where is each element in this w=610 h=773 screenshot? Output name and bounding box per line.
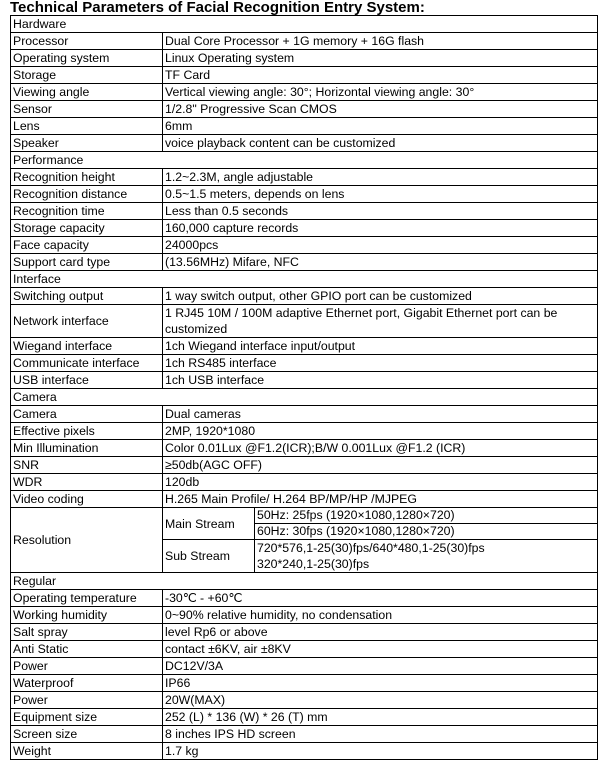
param-label: Power — [11, 692, 163, 709]
section-interface: Interface — [11, 271, 598, 288]
section-camera: Camera — [11, 389, 598, 406]
param-value: H.265 Main Profile/ H.264 BP/MP/HP /MJPEG — [163, 491, 598, 508]
table-row — [11, 709, 598, 726]
main-stream-values — [255, 508, 598, 540]
main-stream-line1: 50Hz: 25fps (1920×1080,1280×720) — [255, 508, 597, 524]
table-row — [11, 118, 598, 135]
param-label: Wiegand interface — [11, 338, 163, 355]
table-row — [11, 84, 598, 101]
table-row — [11, 457, 598, 474]
table-row — [11, 305, 598, 338]
table-row — [11, 491, 598, 508]
param-value: 1ch USB interface — [163, 372, 598, 389]
param-value: Linux Operating system — [163, 50, 598, 67]
table-row — [11, 338, 598, 355]
resolution-label: Resolution — [11, 508, 163, 573]
param-label: Network interface — [11, 305, 163, 338]
section-hardware: Hardware — [11, 16, 598, 33]
table-row — [11, 372, 598, 389]
param-label: Equipment size — [11, 709, 163, 726]
param-label: Sensor — [11, 101, 163, 118]
table-row — [11, 203, 598, 220]
param-value: 1ch RS485 interface — [163, 355, 598, 372]
table-row — [11, 220, 598, 237]
param-label: Salt spray — [11, 624, 163, 641]
param-label: Speaker — [11, 135, 163, 152]
param-label: Operating temperature — [11, 590, 163, 607]
param-value: Dual Core Processor + 1G memory + 16G flash — [163, 33, 598, 50]
table-row — [11, 288, 598, 305]
table-row — [11, 590, 598, 607]
param-label: Switching output — [11, 288, 163, 305]
param-label: Video coding — [11, 491, 163, 508]
param-label: Storage capacity — [11, 220, 163, 237]
table-row — [11, 726, 598, 743]
table-row — [11, 254, 598, 271]
param-value: 2MP, 1920*1080 — [163, 423, 598, 440]
param-label: Weight — [11, 743, 163, 760]
param-value: (13.56MHz) Mifare, NFC — [163, 254, 598, 271]
param-value: TF Card — [163, 67, 598, 84]
param-label: Face capacity — [11, 237, 163, 254]
table-row — [11, 641, 598, 658]
param-label: Lens — [11, 118, 163, 135]
param-label: Viewing angle — [11, 84, 163, 101]
param-value: 6mm — [163, 118, 598, 135]
param-value: 1 RJ45 10M / 100M adaptive Ethernet port, Gigabit Ethernet port can be customized — [163, 305, 598, 338]
param-value: 1.2~2.3M, angle adjustable — [163, 169, 598, 186]
table-row — [11, 692, 598, 709]
table-row — [11, 423, 598, 440]
param-value: DC12V/3A — [163, 658, 598, 675]
param-value: 1/2.8" Progressive Scan CMOS — [163, 101, 598, 118]
param-value: 1.7 kg — [163, 743, 598, 760]
param-label: Support card type — [11, 254, 163, 271]
table-row — [11, 50, 598, 67]
table-row — [11, 67, 598, 84]
table-row — [11, 237, 598, 254]
table-row — [11, 624, 598, 641]
param-label: WDR — [11, 474, 163, 491]
param-label: USB interface — [11, 372, 163, 389]
param-label: Power — [11, 658, 163, 675]
param-label: Waterproof — [11, 675, 163, 692]
resolution-row — [11, 508, 598, 540]
param-label: Camera — [11, 406, 163, 423]
param-value: 0~90% relative humidity, no condensation — [163, 607, 598, 624]
param-label: Processor — [11, 33, 163, 50]
param-label: Working humidity — [11, 607, 163, 624]
table-row — [11, 355, 598, 372]
param-label: SNR — [11, 457, 163, 474]
param-value: 1 way switch output, other GPIO port can be customized — [163, 288, 598, 305]
param-label: Recognition height — [11, 169, 163, 186]
table-row — [11, 743, 598, 760]
table-row — [11, 675, 598, 692]
sub-stream-line2: 320*240,1-25(30)fps — [257, 557, 370, 571]
param-label: Screen size — [11, 726, 163, 743]
param-label: Anti Static — [11, 641, 163, 658]
param-value: contact ±6KV, air ±8KV — [163, 641, 598, 658]
param-value: Vertical viewing angle: 30°; Horizontal viewing angle: 30° — [163, 84, 598, 101]
param-value: IP66 — [163, 675, 598, 692]
table-row — [11, 406, 598, 423]
param-value: 20W(MAX) — [163, 692, 598, 709]
param-label: Recognition distance — [11, 186, 163, 203]
section-performance: Performance — [11, 152, 598, 169]
table-row — [11, 658, 598, 675]
param-label: Storage — [11, 67, 163, 84]
sub-stream-line1: 720*576,1-25(30)fps/640*480,1-25(30)fps — [257, 541, 485, 555]
section-regular: Regular — [11, 573, 598, 590]
table-row — [11, 440, 598, 457]
param-label: Communicate interface — [11, 355, 163, 372]
param-value: 160,000 capture records — [163, 220, 598, 237]
param-label: Recognition time — [11, 203, 163, 220]
param-label: Operating system — [11, 50, 163, 67]
table-row — [11, 186, 598, 203]
param-value: Less than 0.5 seconds — [163, 203, 598, 220]
param-value: 252 (L) * 136 (W) * 26 (T) mm — [163, 709, 598, 726]
param-value: -30℃ - +60℃ — [163, 590, 598, 607]
table-row — [11, 101, 598, 118]
param-value: 8 inches IPS HD screen — [163, 726, 598, 743]
table-row — [11, 474, 598, 491]
sub-stream-values — [255, 540, 598, 573]
param-value: 24000pcs — [163, 237, 598, 254]
param-value: 1ch Wiegand interface input/output — [163, 338, 598, 355]
table-row — [11, 33, 598, 50]
main-stream-label: Main Stream — [163, 508, 255, 540]
param-value: 0.5~1.5 meters, depends on lens — [163, 186, 598, 203]
sub-stream-label: Sub Stream — [163, 540, 255, 573]
param-value: Color 0.01Lux @F1.2(ICR);B/W 0.001Lux @F1.2 (ICR) — [163, 440, 598, 457]
param-value: Dual cameras — [163, 406, 598, 423]
param-value: ≥50db(AGC OFF) — [163, 457, 598, 474]
spec-table — [10, 15, 598, 760]
param-value: voice playback content can be customized — [163, 135, 598, 152]
table-row — [11, 169, 598, 186]
param-value: 120db — [163, 474, 598, 491]
table-row — [11, 607, 598, 624]
param-value: level Rp6 or above — [163, 624, 598, 641]
param-label: Effective pixels — [11, 423, 163, 440]
table-row — [11, 135, 598, 152]
param-label: Min Illumination — [11, 440, 163, 457]
main-stream-line2: 60Hz: 30fps (1920×1080,1280×720) — [257, 524, 455, 538]
page-title: Technical Parameters of Facial Recognition Entry System: — [10, 0, 425, 16]
